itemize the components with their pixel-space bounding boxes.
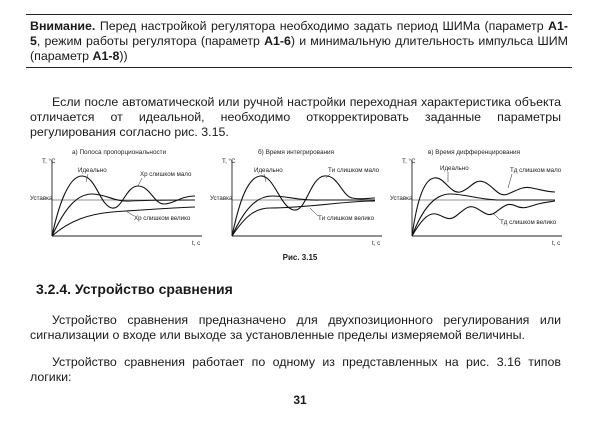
chart-b-y-axis-label: T, °C: [222, 158, 236, 165]
intro-paragraph: Если после автоматической или ручной настройки переходная характеристика объекта отличается от идеальной, необходимо откорректировать заданные параметры регулирования согласно рис. 3.15.: [30, 95, 561, 139]
chart-c-leader-large: [494, 214, 500, 220]
chart-c-label-small: Tд слишком мало: [510, 167, 562, 174]
figure-3-15: [30, 148, 570, 266]
chart-b-label-small: Tи слишком мало: [328, 167, 380, 174]
param-a1-8: А1-8: [92, 49, 120, 63]
chart-c-leader-small: [508, 174, 512, 188]
warning-text-1: Перед настройкой регулятора необходимо задать период ШИМа (параметр: [95, 19, 549, 33]
chart-c-curve-ideal: [412, 194, 555, 236]
chart-b-setpoint-label: Уставка: [210, 195, 233, 202]
chart-b-label-large: Tи слишком велико: [318, 215, 375, 222]
chart-b-svg: [210, 148, 390, 258]
chart-c-x-axis-label: t, с: [552, 240, 561, 247]
chart-b-title: б) Время интегрирования: [258, 149, 335, 156]
chart-c-label-ideal: Идеально: [440, 165, 469, 172]
chart-c-svg: [390, 148, 570, 258]
chart-integration-time: [210, 148, 390, 258]
page-number: 31: [293, 393, 307, 407]
warning-text-4: )): [119, 49, 128, 63]
figure-caption: Рис. 3.15: [282, 253, 318, 262]
warning-note: [26, 14, 572, 68]
warning-text-2: , режим работы регулятора (параметр: [36, 34, 265, 48]
param-a1-5: А1-5: [30, 19, 568, 48]
chart-c-title: в) Время дифференцирования: [428, 149, 521, 156]
chart-c-curve-small: [412, 178, 555, 236]
chart-b-x-axis-label: t, с: [372, 240, 381, 247]
chart-a-setpoint-label: Уставка: [30, 195, 53, 202]
warning-text-3: ) и минимальную длительность импульса ШИМ (параметр: [30, 34, 568, 63]
chart-a-label-ideal: Идеально: [78, 167, 107, 174]
chart-a-leader-large: [126, 211, 134, 216]
comparator-logic-intro: Устройство сравнения работает по одному из представленных на рис. 3.16 типов логики:: [30, 355, 561, 384]
chart-b-leader-large: [310, 208, 318, 216]
chart-c-setpoint-label: Уставка: [390, 195, 413, 202]
chart-b-leader-ideal: [264, 174, 266, 182]
chart-a-curve-small: [52, 176, 195, 236]
chart-a-leader-small: [138, 178, 142, 186]
chart-a-y-axis-label: T, °C: [42, 158, 56, 165]
chart-b-label-ideal: Идеально: [254, 167, 283, 174]
chart-differentiation-time: [390, 148, 570, 258]
chart-a-x-axis-label: t, с: [192, 240, 201, 247]
chart-c-y-axis-label: T, °C: [402, 158, 416, 165]
chart-a-svg: [30, 148, 210, 258]
chart-a-label-small: Хр слишком мало: [140, 171, 192, 178]
param-a1-6: А1-6: [264, 34, 291, 48]
comparator-description: Устройство сравнения предназначено для двухпозиционного регулирования или сигнализации о входе или выходе за установленные пределы измеряемой величины.: [30, 313, 561, 342]
warning-label: Внимание.: [30, 19, 96, 33]
chart-a-title: а) Полоса пропорциональности: [72, 149, 167, 156]
chart-a-label-large: Хр слишком велико: [134, 215, 191, 222]
section-heading: 3.2.4. Устройство сравнения: [36, 281, 233, 297]
chart-proportional-band: [30, 148, 210, 258]
chart-c-label-large: Tд слишком велико: [500, 219, 557, 226]
